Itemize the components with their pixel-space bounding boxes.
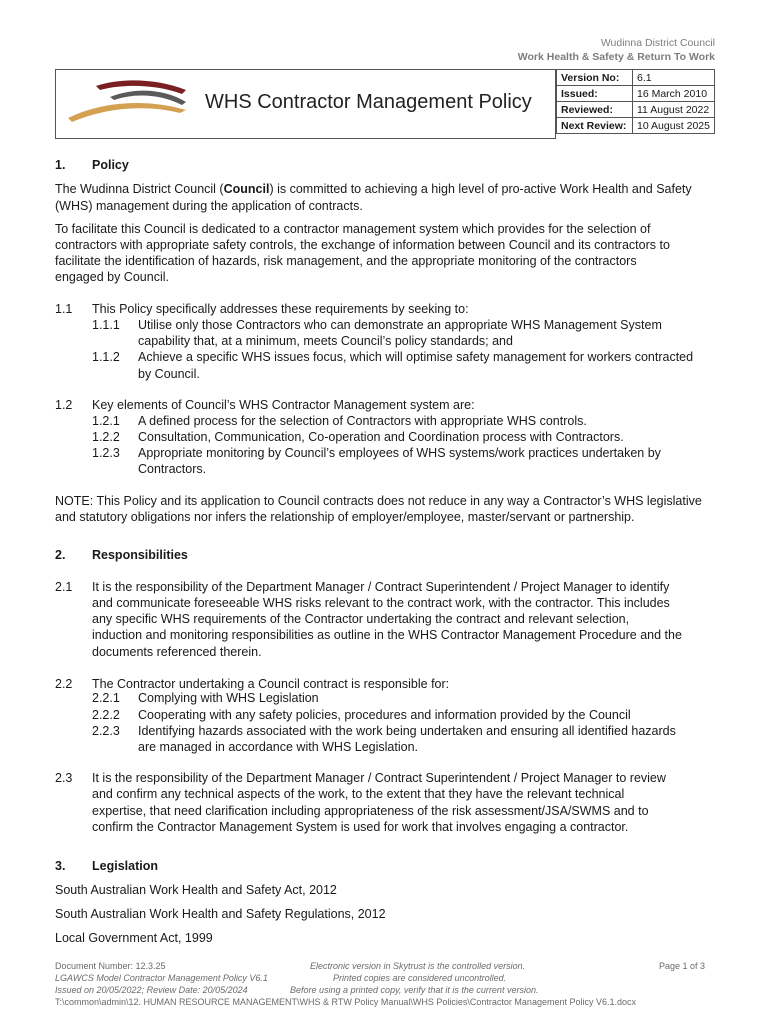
- reviewed-row: [557, 102, 715, 118]
- legislation-item-1: South Australian Work Health and Safety Act, 2012: [55, 883, 337, 897]
- footer-page-number: Page 1 of 3: [658, 961, 705, 971]
- clause-2-2-2-text: Cooperating with any safety policies, procedures and information provided by the Council: [138, 708, 631, 722]
- clause-1-2-2-number: 1.2.2: [92, 430, 120, 444]
- clause-1-2-number: 1.2: [55, 398, 73, 412]
- section-2-heading: Responsibilities: [92, 548, 188, 562]
- clause-1-1-number: 1.1: [55, 302, 73, 316]
- clause-2-2-2-number: 2.2.2: [92, 708, 120, 722]
- legislation-item-2: South Australian Work Health and Safety Regulations, 2012: [55, 907, 386, 921]
- clause-2-2-number: 2.2: [55, 677, 73, 691]
- footer-model: LGAWCS Model Contractor Management Policy V6.1: [55, 973, 268, 983]
- clause-2-1-line-1: It is the responsibility of the Department Manager / Contract Superintendent / Project Manager to identify: [92, 580, 670, 594]
- clause-2-3-line-3: expertise, that need clarification including appropriateness of the risk assessment/JSA/SWMS and to: [92, 804, 649, 818]
- clause-2-3-line-2: and confirm any technical aspects of the work, to the extent that they have the relevant technical: [92, 787, 625, 801]
- section-2-number: 2.: [55, 548, 66, 562]
- footer-document-number: Document Number: 12.3.25: [55, 961, 166, 971]
- p1-pre: The Wudinna District Council (: [55, 182, 224, 196]
- clause-2-2-3-number: 2.2.3: [92, 724, 120, 738]
- footer-uncontrolled: Printed copies are considered uncontrolled.: [333, 973, 507, 983]
- org-name: Wudinna District Council: [600, 37, 715, 49]
- reviewed-value: 11 August 2022: [633, 102, 715, 118]
- legislation-item-3: Local Government Act, 1999: [55, 931, 213, 945]
- issued-label: Issued:: [557, 86, 633, 102]
- clause-1-2-text: Key elements of Council’s WHS Contractor Management system are:: [92, 398, 475, 412]
- next-review-label: Next Review:: [557, 118, 633, 134]
- clause-2-2-1-number: 2.2.1: [92, 691, 120, 705]
- clause-2-1-line-4: induction and monitoring responsibilities as outline in the WHS Contractor Management Procedure and the: [92, 628, 682, 642]
- clause-1-2-1-number: 1.2.1: [92, 414, 120, 428]
- policy-paragraph-1-line-1: [55, 181, 692, 197]
- section-3-heading: Legislation: [92, 859, 158, 873]
- issued-row: [557, 86, 715, 102]
- section-1-heading: Policy: [92, 158, 129, 172]
- policy-paragraph-2-line-4: engaged by Council.: [55, 270, 169, 284]
- policy-paragraph-2-line-1: To facilitate this Council is dedicated to a contractor management system which provides for the selection of: [55, 222, 651, 236]
- p1-post: ) is committed to achieving a high level of pro-active Work Health and Safety: [269, 182, 692, 196]
- note-line-1: NOTE: This Policy and its application to Council contracts does not reduce in any way a Contractor’s WHS legislative: [55, 494, 702, 508]
- council-logo: [60, 72, 200, 132]
- clause-1-1-2-line-2: by Council.: [138, 367, 200, 381]
- page-header: [518, 36, 715, 64]
- section-1-number: 1.: [55, 158, 66, 172]
- clause-1-1-2-line-1: Achieve a specific WHS issues focus, which will optimise safety management for workers contracted: [138, 350, 694, 364]
- clause-2-3-line-4: confirm the Contractor Management System is used for work that involves engaging a contractor.: [92, 820, 629, 834]
- note-line-2: and statutory obligations nor infers the relationship of employer/employee, master/servant or partnership.: [55, 510, 635, 524]
- clause-1-2-2-text: Consultation, Communication, Co-operation and Coordination process with Contractors.: [138, 430, 624, 444]
- next-review-value: 10 August 2025: [633, 118, 715, 134]
- clause-1-2-1-text: A defined process for the selection of Contractors with appropriate WHS controls.: [138, 414, 587, 428]
- clause-2-3-line-1: It is the responsibility of the Department Manager / Contract Superintendent / Project Manager to review: [92, 771, 666, 785]
- policy-paragraph-1-line-2: (WHS) management during the application of contracts.: [55, 199, 363, 213]
- section-3-number: 3.: [55, 859, 66, 873]
- clause-2-2-3-line-1: Identifying hazards associated with the work being undertaken and ensuring all identified hazards: [138, 724, 676, 738]
- policy-paragraph-2-line-2: contractors with appropriate safety controls, the exchange of information between Council and its contractors to: [55, 238, 670, 252]
- clause-1-2-3-line-1: Appropriate monitoring by Council’s employees of WHS systems/work practices undertaken by: [138, 446, 661, 460]
- clause-1-1-1-number: 1.1.1: [92, 318, 120, 332]
- clause-1-2-3-number: 1.2.3: [92, 446, 120, 460]
- clause-2-1-line-2: and communicate foreseeable WHS risks relevant to the contract work, with the contractor. This includes: [92, 596, 670, 610]
- clause-2-2-3-line-2: are managed in accordance with WHS Legislation.: [138, 740, 419, 754]
- clause-1-1-1-line-2: capability that, at a minimum, meets Council’s policy standards; and: [138, 334, 513, 348]
- version-value: 6.1: [633, 70, 715, 86]
- footer-verify: Before using a printed copy, verify that it is the current version.: [290, 985, 539, 995]
- clause-2-2-1-text: Complying with WHS Legislation: [138, 691, 319, 705]
- next-review-row: [557, 118, 715, 134]
- version-label: Version No:: [557, 70, 633, 86]
- clause-2-1-line-5: documents referenced therein.: [92, 645, 262, 659]
- footer-issued: Issued on 20/05/2022; Review Date: 20/05/2024: [55, 985, 248, 995]
- footer-controlled-version: Electronic version in Skytrust is the controlled version.: [310, 961, 526, 971]
- version-table: [556, 69, 715, 134]
- department-name: Work Health & Safety & Return To Work: [517, 51, 715, 63]
- document-title: WHS Contractor Management Policy: [205, 91, 532, 113]
- version-row: [557, 70, 715, 86]
- clause-1-1-1-line-1: Utilise only those Contractors who can demonstrate an appropriate WHS Management System: [138, 318, 662, 332]
- clause-1-1-2-number: 1.1.2: [92, 350, 120, 364]
- p1-bold: Council: [223, 182, 270, 196]
- clause-1-1-text: This Policy specifically addresses these requirements by seeking to:: [92, 302, 469, 316]
- clause-2-1-line-3: any specific WHS requirements of the Contractor undertaking the contract and relevant selection,: [92, 612, 630, 626]
- issued-value: 16 March 2010: [633, 86, 715, 102]
- clause-2-2-text: The Contractor undertaking a Council contract is responsible for:: [92, 677, 450, 691]
- clause-1-2-3-line-2: Contractors.: [138, 462, 207, 476]
- clause-2-1-number: 2.1: [55, 580, 73, 594]
- clause-2-3-number: 2.3: [55, 771, 73, 785]
- policy-paragraph-2-line-3: facilitate the identification of hazards, risk management, and the appropriate monitoring of the contractors: [55, 254, 637, 268]
- reviewed-label: Reviewed:: [557, 102, 633, 118]
- footer-file-path: T:\common\admin\12. HUMAN RESOURCE MANAGEMENT\WHS & RTW Policy Manual\WHS Policies\Contractor Management Policy V6.1.docx: [55, 997, 636, 1007]
